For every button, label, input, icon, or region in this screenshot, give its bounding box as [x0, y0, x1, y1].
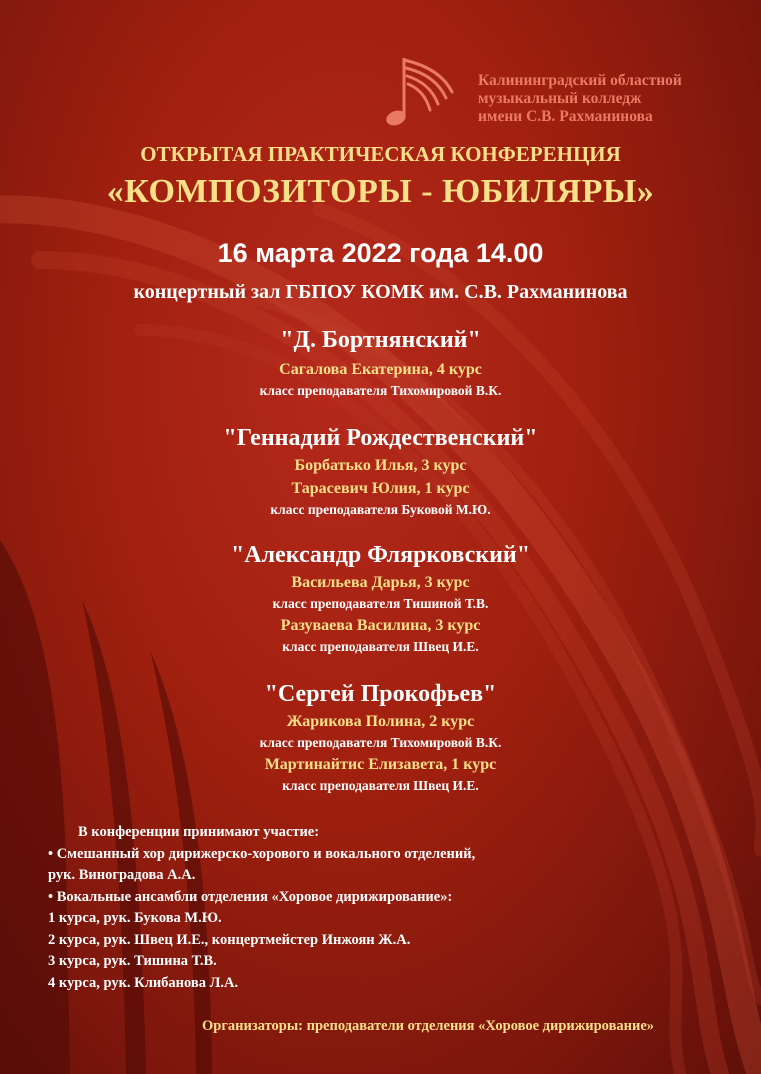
- teacher-line: класс преподавателя Тишиной Т.В.: [272, 596, 489, 611]
- college-name: [478, 72, 748, 126]
- participants-line: рук. Виноградова А.А.: [48, 867, 196, 883]
- student-line: Васильева Дарья, 3 курс: [291, 574, 470, 591]
- organizers-footer: Организаторы: преподаватели отделения «Хоровое дирижирование»: [202, 1018, 655, 1034]
- participants-line: • Вокальные ансамбли отделения «Хоровое дирижирование»:: [48, 888, 453, 905]
- composer-name: "Александр Флярковский": [230, 542, 531, 568]
- teacher-line: класс преподавателя Тихомировой В.К.: [259, 735, 502, 750]
- participants-line: 2 курса, рук. Швец И.Е., концертмейстер Инжоян Ж.А.: [48, 931, 411, 948]
- conference-type-heading: ОТКРЫТАЯ ПРАКТИЧЕСКАЯ КОНФЕРЕНЦИЯ: [140, 142, 621, 166]
- college-name-line-1: Калининградский областной: [478, 72, 682, 89]
- participants-section: [48, 822, 688, 994]
- event-date: 16 марта 2022 года 14.00: [217, 238, 544, 268]
- student-line: Жарикова Полина, 2 курс: [286, 713, 475, 730]
- composer-name: "Сергей Прокофьев": [264, 681, 497, 707]
- participants-title: В конференции принимают участие:: [78, 824, 320, 840]
- composer-block-flyarkovsky: [0, 541, 761, 657]
- student-line: Мартинайтис Елизавета, 1 курс: [264, 756, 497, 773]
- teacher-line: класс преподавателя Буковой М.Ю.: [270, 502, 491, 517]
- event-venue: концертный зал ГБПОУ КОМК им. С.В. Рахманинова: [133, 281, 628, 303]
- teacher-line: класс преподавателя Тихомировой В.К.: [259, 383, 502, 398]
- participants-line: • Смешанный хор дирижерско-хорового и вокального отделений,: [48, 845, 476, 862]
- composer-block-bortnyansky: [0, 326, 761, 401]
- college-name-line-3: имени С.В. Рахманинова: [478, 108, 653, 125]
- teacher-line: класс преподавателя Швец И.Е.: [282, 778, 479, 793]
- college-name-line-2: музыкальный колледж: [478, 90, 642, 107]
- participants-line: 1 курса, рук. Букова М.Ю.: [48, 910, 222, 926]
- composer-name: "Геннадий Рождественский": [223, 425, 538, 451]
- student-line: Сагалова Екатерина, 4 курс: [279, 361, 482, 378]
- participants-line: 4 курса, рук. Клибанова Л.А.: [48, 974, 239, 991]
- student-line: Тарасевич Юлия, 1 курс: [291, 480, 470, 497]
- composer-block-prokofiev: [0, 680, 761, 796]
- college-logo-note-icon: [382, 52, 470, 132]
- student-line: Разуваева Василина, 3 курс: [280, 617, 481, 634]
- conference-name-heading: «КОМПОЗИТОРЫ - ЮБИЛЯРЫ»: [106, 173, 655, 210]
- participants-line: 3 курса, рук. Тишина Т.В.: [48, 953, 217, 969]
- student-line: Борбатько Илья, 3 курс: [294, 457, 467, 474]
- composer-name: "Д. Бортнянский": [280, 327, 481, 353]
- composer-block-rozhdestvensky: [0, 424, 761, 520]
- teacher-line: класс преподавателя Швец И.Е.: [282, 639, 479, 654]
